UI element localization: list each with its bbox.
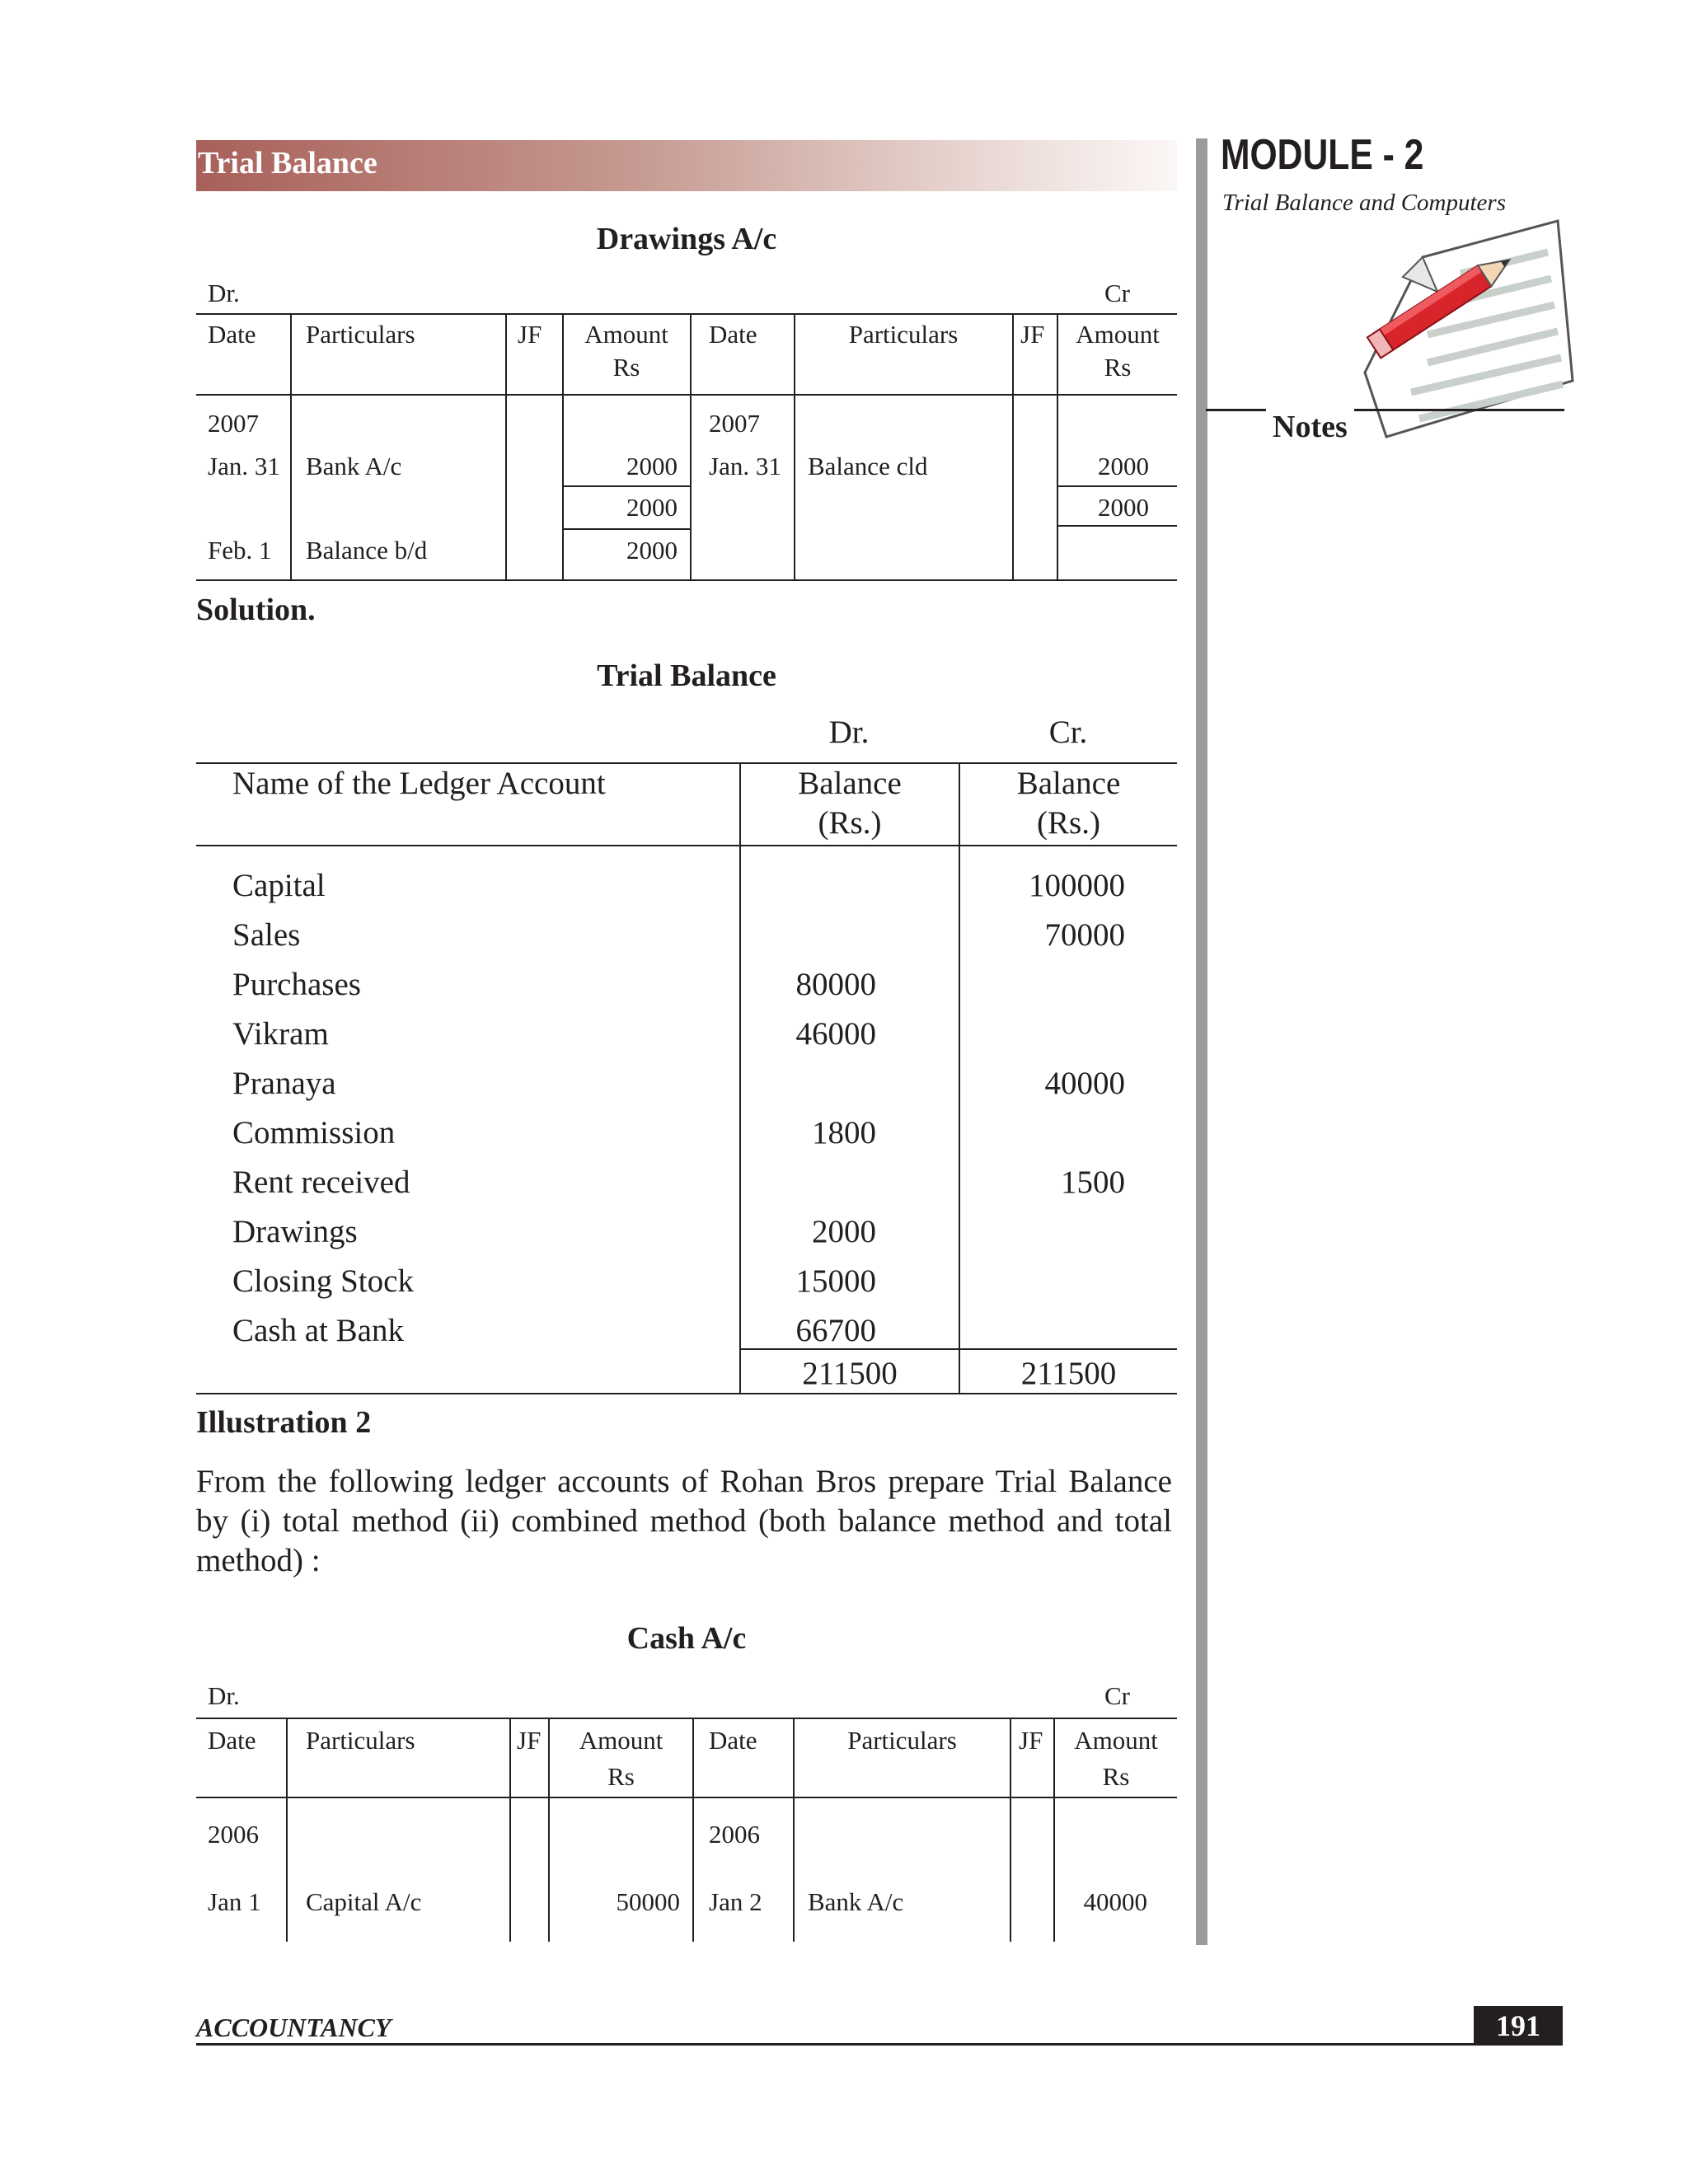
cash-header-date-right: Date [709, 1726, 757, 1755]
drawings-left-amount: 2000 [626, 452, 678, 480]
page-number: 191 [1474, 2006, 1563, 2046]
tb-row-name: Cash at Bank [232, 1313, 404, 1348]
cash-left-date: Jan 1 [208, 1887, 261, 1916]
tb-row-dr: 80000 [795, 967, 876, 1002]
drawings-header-amount-right: Amount [1076, 320, 1160, 349]
drawings-header-particulars-right: Particulars [848, 320, 959, 349]
section-title: Trial Balance [198, 146, 377, 180]
cash-header-jf-right: JF [1019, 1726, 1043, 1755]
tb-row-name: Pranaya [232, 1066, 336, 1101]
drawings-left-year: 2007 [208, 409, 259, 438]
illustration-text: From the following ledger accounts of Rohan Bros prepare Trial Balance by (i) total method (ii) combined method (both balance method and total method) : [196, 1464, 1172, 1578]
drawings-right-amount: 2000 [1098, 452, 1149, 480]
drawings-right-particulars: Balance cld [808, 452, 928, 480]
tb-col-cr-balance: Balance [1016, 766, 1121, 801]
tb-col-dr-balance: Balance [798, 766, 902, 801]
cash-left-particulars: Capital A/c [306, 1887, 422, 1916]
tb-col-dr-rs: (Rs.) [818, 805, 882, 841]
cash-right-amount: 40000 [1083, 1887, 1147, 1916]
drawings-left-date2: Feb. 1 [208, 536, 272, 565]
cash-header-rs-left: Rs [607, 1762, 635, 1791]
tb-row-cr: 70000 [1044, 917, 1125, 953]
tb-row-dr: 2000 [812, 1214, 876, 1249]
cash-title: Cash A/c [626, 1621, 747, 1656]
drawings-left-amount2: 2000 [626, 536, 678, 565]
drawings-header-rs-right: Rs [1104, 353, 1132, 382]
tb-row-name: Sales [232, 917, 301, 953]
drawings-header-jf-right: JF [1020, 320, 1045, 349]
cash-right-date: Jan 2 [709, 1887, 762, 1916]
tb-row-dr: 15000 [795, 1263, 876, 1299]
drawings-left-date: Jan. 31 [208, 452, 280, 480]
tb-row-dr: 1800 [812, 1115, 876, 1151]
tb-total-dr: 211500 [802, 1356, 898, 1391]
trial-balance-title: Trial Balance [597, 658, 776, 693]
tb-row-name: Capital [232, 868, 326, 903]
cash-right-particulars: Bank A/c [808, 1887, 904, 1916]
drawings-dr-label: Dr. [208, 279, 240, 307]
drawings-right-total: 2000 [1098, 493, 1149, 522]
cash-left-year: 2006 [208, 1820, 259, 1849]
cash-left-amount: 50000 [616, 1887, 680, 1916]
cash-header-amount-right: Amount [1074, 1726, 1158, 1755]
tb-row-name: Rent received [232, 1165, 410, 1200]
cash-header-particulars-left: Particulars [306, 1726, 415, 1755]
drawings-right-date: Jan. 31 [709, 452, 781, 480]
tb-row-cr: 40000 [1044, 1066, 1125, 1101]
drawings-left-particulars: Bank A/c [306, 452, 402, 480]
tb-row-dr: 46000 [795, 1016, 876, 1052]
cash-dr-label: Dr. [208, 1681, 240, 1710]
drawings-header-date-right: Date [709, 320, 757, 349]
footer-rule [196, 2043, 1563, 2046]
module-subtitle: Trial Balance and Computers [1222, 190, 1506, 216]
drawings-header-particulars-left: Particulars [306, 320, 415, 349]
drawings-title: Drawings A/c [596, 222, 777, 256]
drawings-header-rs-left: Rs [612, 353, 640, 382]
tb-row-cr: 100000 [1029, 868, 1125, 903]
drawings-cr-label: Cr [1104, 279, 1130, 307]
tb-row-name: Purchases [232, 967, 361, 1002]
cash-header-particulars-right: Particulars [847, 1726, 957, 1755]
cash-header-rs-right: Rs [1102, 1762, 1130, 1791]
tb-row-name: Closing Stock [232, 1263, 414, 1299]
drawings-header-jf-left: JF [518, 320, 542, 349]
drawings-left-total: 2000 [626, 493, 678, 522]
tb-col-cr-rs: (Rs.) [1037, 805, 1100, 841]
notes-rule [1206, 409, 1564, 411]
solution-label: Solution. [196, 593, 316, 627]
tb-col-name: Name of the Ledger Account [232, 766, 606, 801]
drawings-header-amount-left: Amount [584, 320, 668, 349]
tb-row-cr: 1500 [1061, 1165, 1125, 1200]
illustration-label: Illustration 2 [196, 1405, 372, 1440]
tb-row-name: Commission [232, 1115, 396, 1151]
section-banner [196, 140, 1177, 191]
cash-cr-label: Cr [1104, 1681, 1130, 1710]
drawings-right-year: 2007 [709, 409, 760, 438]
cash-header-date-left: Date [208, 1726, 256, 1755]
footer-subject: ACCOUNTANCY [196, 2013, 392, 2042]
module-label: MODULE - 2 [1221, 131, 1424, 179]
notes-label: Notes [1266, 409, 1354, 445]
tb-total-cr: 211500 [1020, 1356, 1117, 1391]
tb-row-name: Drawings [232, 1214, 358, 1249]
tb-row-dr: 66700 [795, 1313, 876, 1348]
cash-header-amount-left: Amount [579, 1726, 663, 1755]
drawings-left-particulars2: Balance b/d [306, 536, 428, 565]
tb-row-name: Vikram [232, 1016, 329, 1052]
tb-cr-label: Cr. [1048, 715, 1088, 750]
cash-right-year: 2006 [709, 1820, 760, 1849]
drawings-header-date-left: Date [208, 320, 256, 349]
cash-header-jf-left: JF [517, 1726, 542, 1755]
tb-dr-label: Dr. [828, 715, 870, 750]
